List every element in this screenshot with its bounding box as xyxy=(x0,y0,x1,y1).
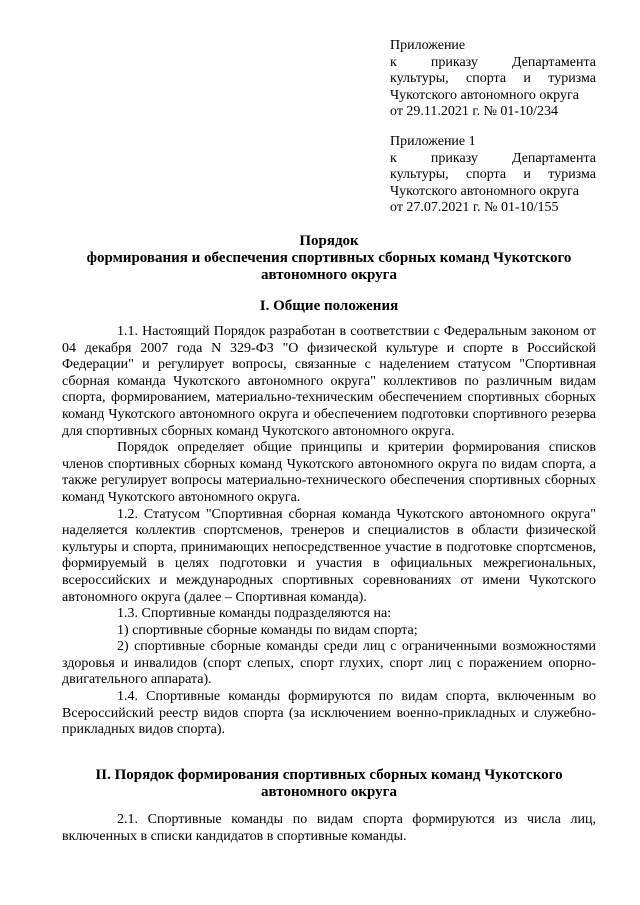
title-line: Порядок xyxy=(299,233,359,249)
paragraph: 2) спортивные сборные команды среди лиц с ограниченными возможностями здоровья и инвалидов (спорт слепых, спорт глухих, спорт лиц с поражением опорно-двигательного аппарата). xyxy=(62,639,596,688)
appendix-line: от 27.07.2021 г. № 01-10/155 xyxy=(390,200,559,215)
appendix-1-header xyxy=(390,134,596,217)
paragraph: 1) спортивные сборные команды по видам спорта; xyxy=(117,622,418,638)
appendix-line: Приложение 1 xyxy=(390,134,476,149)
appendix-line: культуры, спорта и туризма xyxy=(390,167,596,182)
paragraph: Порядок определяет общие принципы и критерии формирования списков членов спортивных сборных команд Чукотского автономного округа по видам спорта, а также регулирует вопросы материально-технического обеспечения спортивных сборных команд Чукотского автономного округа. xyxy=(62,440,596,505)
appendix-line: к приказу Департамента xyxy=(390,150,596,166)
heading-line: автономного округа xyxy=(261,784,397,800)
appendix-line: Чукотского автономного округа xyxy=(390,87,579,103)
document-title xyxy=(62,233,596,284)
section-2-body xyxy=(62,812,596,845)
paragraph: 1.2. Статусом "Спортивная сборная команда Чукотского автономного округа" наделяется коллектив спортсменов, тренеров и специалистов в области физической культуры и спорта, принимающих непосредственное участие в подготовке спортсменов, формируемый в целях подготовки и участия в официальных межрегиональных, всероссийских и международных спортивных соревнованиях от имени Чукотского автономного округа (далее – Спортивная команда). xyxy=(62,506,596,605)
section-1-body xyxy=(62,324,596,739)
appendix-line: Чукотского автономного округа xyxy=(390,183,579,199)
paragraph: 2.1. Спортивные команды по видам спорта формируются из числа лиц, включенных в списки кандидатов в спортивные команды. xyxy=(62,812,596,844)
appendix-line: к приказу Департамента xyxy=(390,54,596,70)
heading-line: II. Порядок формирования спортивных сборных команд Чукотского xyxy=(95,767,563,783)
paragraph: 1.3. Спортивные команды подразделяются на: xyxy=(117,606,392,622)
appendix-header xyxy=(390,38,596,121)
appendix-line: Приложение xyxy=(390,38,466,53)
paragraph: 1.4. Спортивные команды формируются по видам спорта, включенным во Всероссийский реестр видов спорта (за исключением военно-прикладных и служебно-прикладных видов спорта). xyxy=(62,689,596,738)
title-line: формирования и обеспечения спортивных сборных команд Чукотского xyxy=(86,250,572,266)
paragraph: 1.1. Настоящий Порядок разработан в соответствии с Федеральным законом от 04 декабря 2007 года N 329-ФЗ "О физической культуре и спорте в Российской Федерации" и регулирует вопросы, связанные с наделением статусом "Спортивная сборная команда Чукотского автономного округа" коллективов по различным видам спорта, формированием, материально-техническим обеспечением спортивных сборных команд Чукотского автономного округа и обеспечением подготовки спортивного резерва для спортивных сборных команд Чукотского автономного округа. xyxy=(62,324,596,439)
section-2-heading xyxy=(62,767,596,801)
appendix-line: культуры, спорта и туризма xyxy=(390,71,596,86)
section-1-heading: I. Общие положения xyxy=(259,298,399,314)
title-line: автономного округа xyxy=(261,267,397,283)
appendix-line: от 29.11.2021 г. № 01-10/234 xyxy=(390,104,558,119)
